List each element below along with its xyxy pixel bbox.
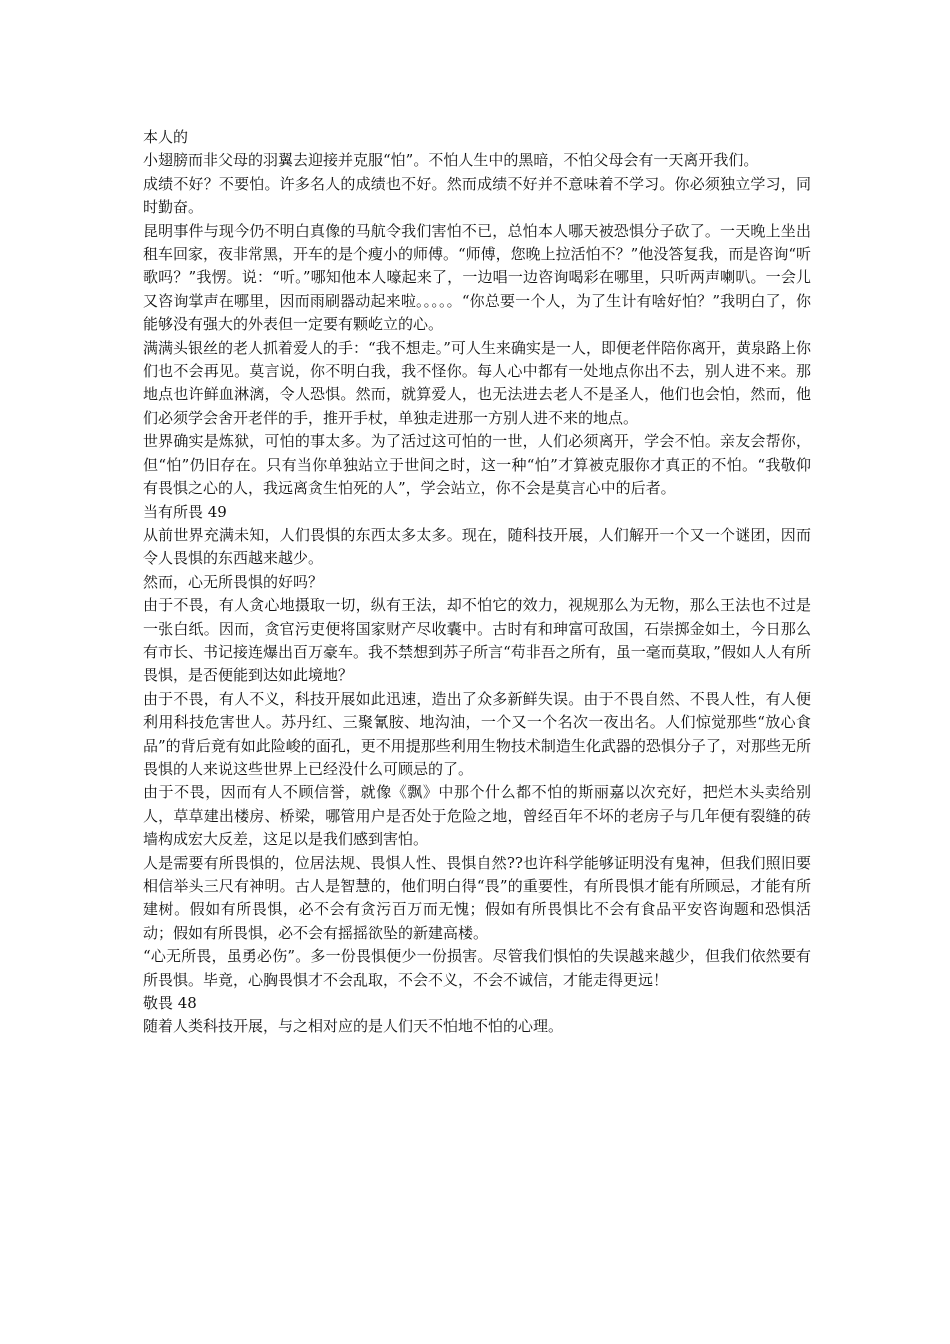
paragraph: “心无所畏，虽勇必伤”。多一份畏惧便少一份损害。尽管我们惧怕的失误越来越少，但我们依然要有所畏惧。毕竟，心胸畏惧才不会乱取，不会不义，不会不诚信，才能走得更远！ — [143, 947, 811, 989]
paragraph: 然而，心无所畏惧的好吗？ — [143, 572, 324, 591]
paragraph: 由于不畏，有人贪心地摄取一切，纵有王法，却不怕它的效力，视规那么为无物，那么王法也不过是一张白纸。因而，贪官污吏便将国家财产尽收囊中。古时有和珅富可敌国，石崇掷金如土，今日那么有市长、书记接连爆出百万豪车。我不禁想到苏子所言“苟非吾之所有，虽一毫而莫取，”假如人人有所畏惧，是否便能到达如此境地？ — [143, 596, 811, 685]
paragraph: 小翅膀而非父母的羽翼去迎接并克服“怕”。不怕人生中的黑暗，不怕父母会有一天离开我们。 — [143, 151, 759, 170]
essay-heading: 敬畏 48 — [143, 994, 197, 1013]
paragraph: 由于不畏，因而有人不顾信誉，就像《飘》中那个什么都不怕的斯丽嘉以次充好，把烂木头卖给别人，草草建出楼房、桥梁，哪管用户是否处于危险之地，曾经百年不坏的老房子与几年便有裂缝的砖墙构成宏大反差，这足以是我们感到害怕。 — [143, 783, 811, 849]
paragraph: 人是需要有所畏惧的，位居法规、畏惧人性、畏惧自然??也许科学能够证明没有鬼神，但我们照旧要相信举头三尺有神明。古人是智慧的，他们明白得“畏”的重要性，有所畏惧才能有所顾忌，才能有所建树。假如有所畏惧，必不会有贪污百万而无愧；假如有所畏惧比不会有食品平安咨询题和恐惧活动；假如有所畏惧，必不会有摇摇欲坠的新建高楼。 — [143, 853, 811, 942]
document-body — [143, 126, 811, 1039]
paragraph: 世界确实是炼狱，可怕的事太多。为了活过这可怕的一世，人们必须离开，学会不怕。亲友会帮你，但“怕”仍旧存在。只有当你单独站立于世间之时，这一种“怕”才算被克服你才真正的不怕。“我敬仰有畏惧之心的人，我远离贪生怕死的人”，学会站立，你不会是莫言心中的后者。 — [143, 432, 811, 498]
paragraph: 从前世界充满未知，人们畏惧的东西太多太多。现在，随科技开展，人们解开一个又一个谜团，因而令人畏惧的东西越来越少。 — [143, 525, 811, 568]
paragraph: 昆明事件与现今仍不明白真像的马航令我们害怕不已，总怕本人哪天被恐惧分子砍了。一天晚上坐出租车回家，夜非常黑，开车的是个瘦小的师傅。“师傅，您晚上拉活怕不？”他没答复我，而是咨询“听歌吗？”我愣。说：“听。”哪知他本人嚎起来了，一边唱一边咨询喝彩在哪里，只听两声喇叭。一会儿又咨询掌声在哪里，因而雨刷器动起来啦。。。。。“你总要一个人，为了生计有啥好怕？”我明白了，你能够没有强大的外表但一定要有颗屹立的心。 — [143, 221, 812, 334]
paragraph: 成绩不好？不要怕。许多名人的成绩也不好。然而成绩不好并不意味着不学习。你必须独立学习，同时勤奋。 — [143, 174, 811, 217]
essay-heading: 当有所畏 49 — [143, 502, 227, 521]
paragraph-intro-fragment: 本人的 — [143, 128, 189, 146]
paragraph: 由于不畏，有人不义，科技开展如此迅速，造出了众多新鲜失误。由于不畏自然、不畏人性，有人便利用科技危害世人。苏丹红、三聚氰胺、地沟油，一个又一个名次一夜出名。人们惊觉那些“放心食品”的背后竟有如此险峻的面孔，更不用提那些利用生物技术制造生化武器的恐惧分子了，对那些无所畏惧的人来说这些世界上已经没什么可顾忌的了。 — [143, 689, 811, 778]
paragraph: 随着人类科技开展，与之相对应的是人们天不怕地不怕的心理。 — [143, 1017, 564, 1036]
paragraph: 满满头银丝的老人抓着爱人的手：“我不想走。”可人生来确实是一人，即便老伴陪你离开，黄泉路上你们也不会再见。莫言说，你不明白我，我不怪你。每人心中都有一处地点你出不去，别人进不来。那地点也许鲜血淋漓，令人恐惧。然而，就算爱人，也无法进去老人不是圣人，他们也会怕，然而，他们必须学会舍开老伴的手，推开手杖，单独走进那一方别人进不来的地点。 — [143, 338, 811, 427]
